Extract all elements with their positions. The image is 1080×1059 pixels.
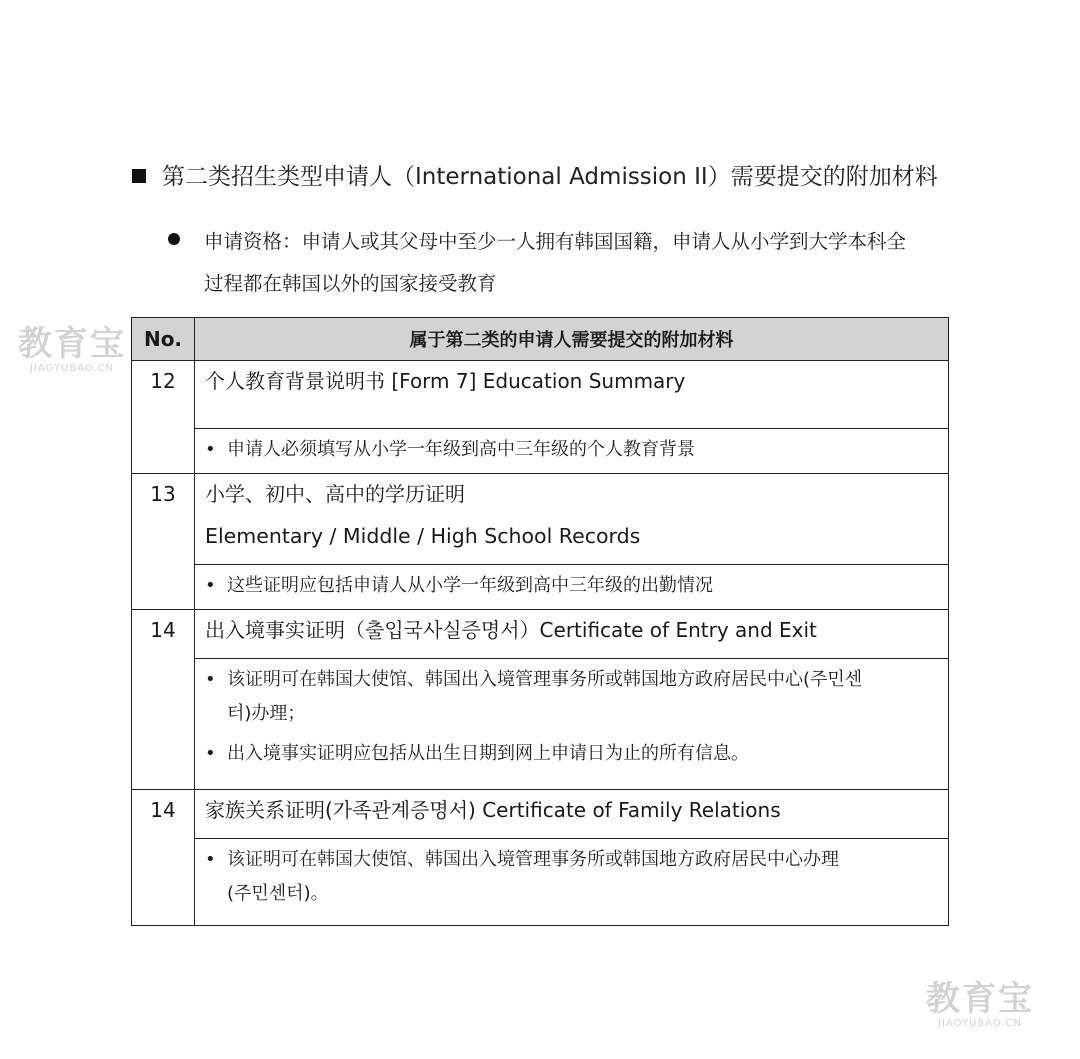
row-title [195, 790, 949, 839]
note-item [205, 569, 938, 603]
table-row [132, 474, 949, 565]
note-line: 터)办理； [227, 703, 306, 724]
note-bullet: • [205, 849, 216, 870]
watermark-brand: 教育宝 [18, 324, 126, 364]
table-row-notes [132, 565, 949, 610]
note-bullet: • [205, 575, 216, 596]
table-row [132, 361, 949, 429]
eligibility-line: 申请资格：申请人或其父母中至少一人拥有韩国国籍，申请人从小学到大学本科全 [204, 230, 907, 253]
row-title [195, 610, 949, 659]
header-title: 属于第二类的申请人需要提交的附加材料 [195, 318, 949, 361]
row-number: 14 [132, 790, 195, 926]
table-row-notes [132, 429, 949, 474]
note-line: 申请人必须填写从小学一年级到高中三年级的个人教育背景 [227, 439, 695, 460]
row-number: 14 [132, 610, 195, 790]
materials-table [131, 317, 949, 926]
table-row-notes [132, 659, 949, 790]
row-title-line: Elementary / Middle / High School Records [205, 524, 641, 548]
row-number: 12 [132, 361, 195, 474]
note-bullet: • [205, 743, 216, 764]
section-title-text: 第二类招生类型申请人（International Admission II）需要提交的附加材料 [162, 164, 938, 190]
row-title-line: 家族关系证明(가족관계증명서) Certificate of Family Relations [205, 798, 781, 822]
watermark-left [18, 324, 126, 374]
row-notes [195, 839, 949, 926]
watermark-domain: JIAOYUBAO.CN [938, 1018, 1022, 1029]
note-bullet: • [205, 439, 216, 460]
note-line: 出入境事实证明应包括从出生日期到网上申请日为止的所有信息。 [227, 743, 749, 764]
row-title-line: 个人教育背景说明书 [Form 7] Education Summary [205, 369, 686, 393]
table-header-row [132, 318, 949, 361]
row-notes [195, 565, 949, 610]
eligibility-paragraph [168, 221, 958, 305]
header-no: No. [132, 318, 195, 361]
watermark-domain: JIAOYUBAO.CN [30, 363, 114, 374]
note-line: 该证明可在韩国大使馆、韩国出入境管理事务所或韩国地方政府居民中心办理 [227, 849, 839, 870]
dot-bullet-icon [168, 233, 180, 245]
row-notes [195, 429, 949, 474]
table-row-notes [132, 839, 949, 926]
note-line: 该证明可在韩国大使馆、韩国出入境管理事务所或韩国地方政府居民中心(주민센 [227, 669, 863, 690]
watermark-brand: 教育宝 [926, 979, 1034, 1019]
table-row [132, 790, 949, 839]
section-title [132, 160, 938, 194]
watermark-right [926, 979, 1034, 1029]
row-title-line: 小学、初中、高中的学历证明 [205, 482, 465, 506]
square-bullet-icon [132, 169, 146, 183]
note-item [205, 737, 938, 771]
eligibility-line: 过程都在韩国以外的国家接受教育 [204, 272, 497, 295]
row-title [195, 361, 949, 429]
row-title-line: 出入境事实证明（출입국사실증명서）Certificate of Entry and Exit [205, 618, 817, 642]
note-line: 这些证明应包括申请人从小学一年级到高中三年级的出勤情况 [227, 575, 713, 596]
note-line: (주민센터)。 [227, 883, 329, 904]
row-number: 13 [132, 474, 195, 610]
note-item [205, 663, 938, 731]
note-item [205, 843, 938, 911]
row-notes [195, 659, 949, 790]
table-row [132, 610, 949, 659]
note-item [205, 433, 938, 467]
note-bullet: • [205, 669, 216, 690]
row-title [195, 474, 949, 565]
